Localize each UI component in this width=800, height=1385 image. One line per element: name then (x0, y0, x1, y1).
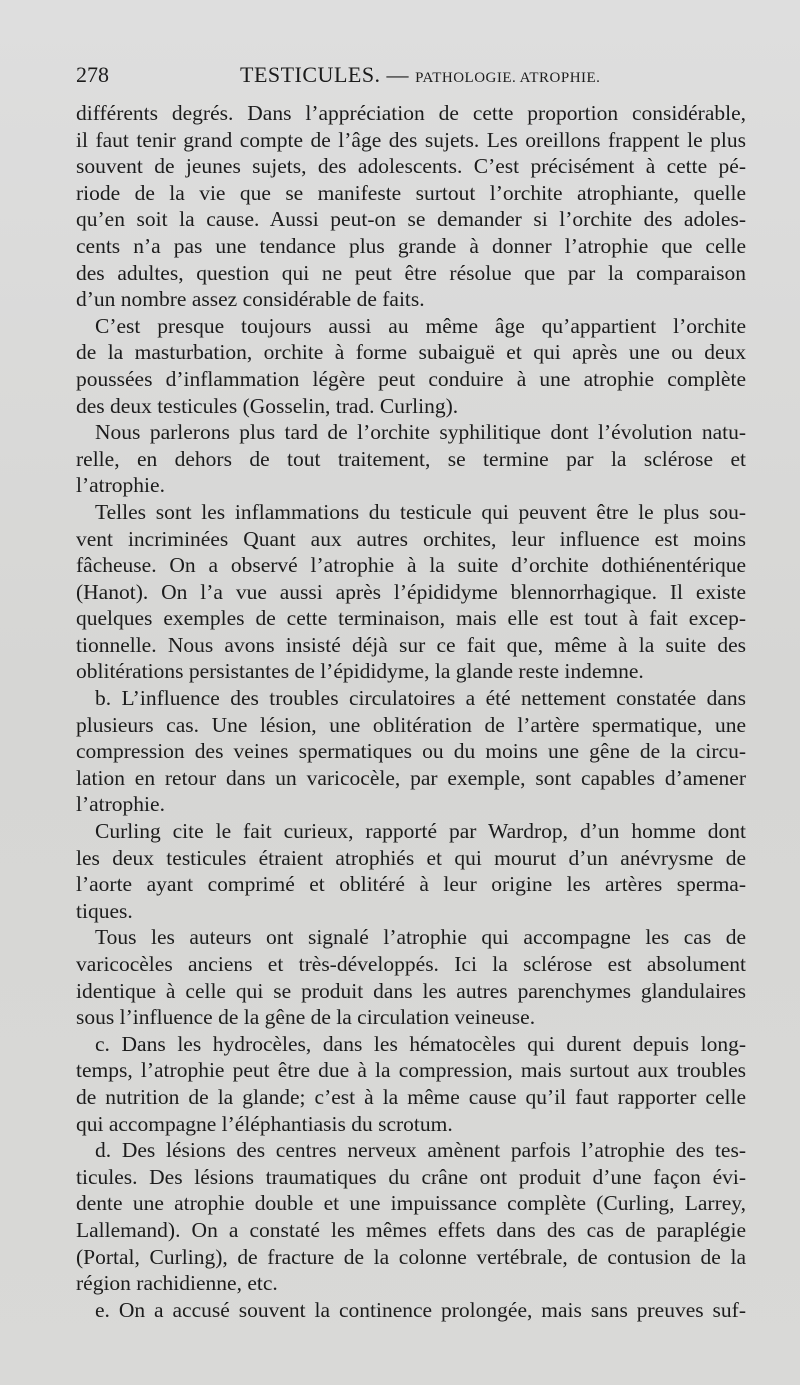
text-line: b. L’influence des troubles circulatoires a été nettement constatée dans (95, 686, 746, 711)
text-line: compression des veines spermatiques ou du moins une gêne de la circu- (76, 739, 746, 764)
text-line: différents degrés. Dans l’appréciation de cette proportion considérable, (76, 101, 746, 125)
text-line: e. On a accusé souvent la continence prolongée, mais sans preuves suf- (95, 1297, 746, 1322)
text-line: riode de la vie que se manifeste surtout l’orchite atrophiante, quelle (76, 180, 746, 205)
text-line: il faut tenir grand compte de l’âge des sujets. Les oreillons frappent le plus (76, 127, 746, 152)
text-line: qui accompagne l’éléphantiasis du scrotum. (76, 1111, 453, 1136)
text-line: tionnelle. Nous avons insisté déjà sur ce fait que, même à la suite des (76, 632, 746, 657)
text-line: (Hanot). On l’a vue aussi après l’épididyme blennorrhagique. Il existe (76, 579, 746, 604)
text-line: tiques. (76, 898, 133, 923)
text-line: (Portal, Curling), de fracture de la colonne vertébrale, de contusion de la (76, 1244, 746, 1269)
text-line: les deux testicules étraient atrophiés et qui mourut d’un anévrysme de (76, 845, 746, 870)
text-line: cents n’a pas une tendance plus grande à donner l’atrophie que celle (76, 233, 746, 258)
running-title (240, 62, 600, 88)
text-line: souvent de jeunes sujets, des adolescents. C’est précisément à cette pé- (76, 154, 746, 179)
text-line: Curling cite le fait curieux, rapporté par Wardrop, d’un homme dont (95, 819, 746, 844)
text-line: quelques exemples de cette terminaison, mais elle est tout à fait excep- (76, 606, 746, 631)
text-line: l’aorte ayant comprimé et oblitéré à leur origine les artères sperma- (76, 872, 746, 897)
text-line: Lallemand). On a constaté les mêmes effets dans des cas de paraplégie (76, 1217, 746, 1242)
text-line: C’est presque toujours aussi au même âge qu’appartient l’orchite (95, 313, 746, 338)
page-number: 278 (76, 62, 109, 87)
text-line: relle, en dehors de tout traitement, se termine par la sclérose et (76, 446, 746, 471)
text-line: ticules. Des lésions traumatiques du crâne ont produit d’une façon évi- (76, 1164, 746, 1189)
text-line: varicocèles anciens et très-développés. Ici la sclérose est absolument (76, 952, 746, 976)
body-text (76, 100, 746, 1323)
text-line: sous l’influence de la gêne de la circulation veineuse. (76, 1005, 536, 1030)
text-line: de la masturbation, orchite à forme subaiguë et qui après une ou deux (76, 340, 746, 365)
running-title-sub: PATHOLOGIE. ATROPHIE. (415, 70, 601, 86)
text-line: oblitérations persistantes de l’épididyme, la glande reste indemne. (76, 659, 644, 684)
text-line: dente une atrophie double et une impuissance complète (Curling, Larrey, (76, 1191, 746, 1216)
text-line: plusieurs cas. Une lésion, une oblitération de l’artère spermatique, une (76, 712, 746, 737)
text-line: région rachidienne, etc. (76, 1271, 278, 1296)
text-line: des adultes, question qui ne peut être résolue que par la comparaison (76, 260, 746, 285)
page-header (76, 62, 756, 98)
text-line: identique à celle qui se produit dans les autres parenchymes glandulaires (76, 978, 746, 1003)
text-line: l’atrophie. (76, 473, 165, 498)
text-line: des deux testicules (Gosselin, trad. Curling). (76, 393, 459, 418)
text-line: d’un nombre assez considérable de faits. (76, 287, 425, 312)
text-line: temps, l’atrophie peut être due à la compression, mais surtout aux troubles (76, 1058, 746, 1083)
text-line: poussées d’inflammation légère peut conduire à une atrophie complète (76, 366, 746, 391)
text-line: d. Des lésions des centres nerveux amènent parfois l’atrophie des tes- (95, 1138, 746, 1163)
text-line: l’atrophie. (76, 792, 165, 817)
text-line: Nous parlerons plus tard de l’orchite syphilitique dont l’évolution natu- (95, 420, 746, 445)
text-line: vent incriminées Quant aux autres orchites, leur influence est moins (76, 526, 746, 551)
running-title-main: TESTICULES. — (240, 62, 410, 87)
text-line: qu’en soit la cause. Aussi peut-on se demander si l’orchite des adoles- (76, 207, 746, 232)
text-line: fâcheuse. On a observé l’atrophie à la suite d’orchite dothiénentérique (76, 553, 746, 578)
text-line: de nutrition de la glande; c’est à la même cause qu’il faut rapporter celle (76, 1084, 746, 1109)
text-line: Telles sont les inflammations du testicule qui peuvent être le plus sou- (95, 499, 746, 524)
text-line: Tous les auteurs ont signalé l’atrophie qui accompagne les cas de (95, 925, 746, 950)
text-line: c. Dans les hydrocèles, dans les hématocèles qui durent depuis long- (95, 1031, 746, 1056)
text-line: lation en retour dans un varicocèle, par exemple, sont capables d’amener (76, 765, 746, 790)
